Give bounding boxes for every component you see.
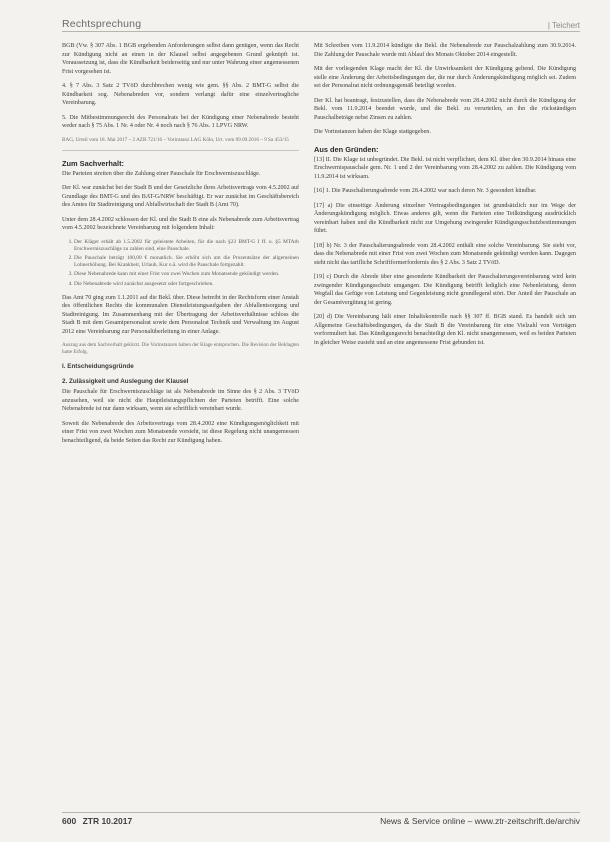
page-number: 600: [62, 816, 77, 826]
heading-reasons: I. Entscheidungsgründe: [62, 363, 134, 371]
right-paragraph-4: Die Vorinstanzen haben der Klage stattgegeben.: [314, 129, 431, 135]
grounds-paragraph-1: [13] II. Die Klage ist unbegründet. Die Bekl. ist nicht verpflichtet, dem Kl. über den 30.9.2014 hinaus eine Erschwernispauschale gem. Nr. 1 und 2 der Vereinbarung vom 28.4.2002 zu zahlen. Die Kündigung vom 11.9.2014 ist wirksam.: [314, 156, 576, 180]
intro-paragraph-3: 5. Die Mitbestimmungsrecht des Personalrats bei der Kündigung einer Nebenabrede besteht weder nach § 75 Abs. 1 Nr. 4 oder Nr. 4 noch nach § 76 Abs. 1 LPVG NRW.: [62, 114, 299, 129]
right-column: [314, 42, 576, 802]
footer-divider: [62, 812, 580, 813]
heading-facts: Zum Sachverhalt:: [62, 158, 125, 168]
intro-paragraph-1: BGB (Vw. § 307 Abs. 1 BGB ergebenden Anforderungen selbst dann genügen, wenn das Recht zur Kündigung nicht an einen in der Klausel selbst angegebenen Grund geknüpft ist. Voraussetzung ist, dass die Kündbarkeit beiderseitig und nur unter Wahrung einer angemessenen Frist vorgesehen ist.: [62, 43, 299, 75]
agreement-list: [62, 239, 299, 288]
section-title: Rechtsprechung: [62, 18, 142, 30]
right-paragraph-2: Mit der vorliegenden Klage macht der Kl. die Unwirksamkeit der Kündigung geltend. Die Kündigung stelle eine Änderung der Arbeitsbedingungen dar, die nur durch Änderungskündigung möglich sei. Zudem sei der Personalrat nicht ordnungsgemäß beteiligt worden.: [314, 66, 576, 89]
author-label: | Teichert: [547, 21, 580, 30]
journal-issue: ZTR 10.2017: [82, 816, 133, 826]
grounds-paragraph-4: [18] b) Nr. 3 der Pauschalierungsabrede vom 28.4.2002 enthält eine solche Vereinbarung. Sie sieht vor, dass die Nebenabrede mit einer Frist von zwei Wochen zum Monatsende gekündigt werden kann. Dagegen steht nicht das tarifliche Schriftformerfordernis des § 2 Abs. 3 Satz 2 TVöD.: [314, 242, 576, 266]
grounds-paragraph-5: [19] c) Durch die Abrede über eine gesonderte Kündbarkeit der Pauschalierungsvereinbarung wird kein zwingender Kündigungsschutz umgangen. Die Kündigung betrifft lediglich eine Nebenleistung, deren Wegfall das Gefüge von Leistung und Gegenleistung nicht grundlegend stört. Der Anteil der Pauschale an der Gesamtvergütung ist gering.: [314, 274, 576, 306]
page-footer: [62, 814, 580, 828]
footer-left: [62, 816, 136, 826]
subheading-reasons: 2. Zulässigkeit und Auslegung der Klausel: [62, 378, 189, 386]
facts-paragraph-4: Das Amt 70 ging zum 1.1.2011 auf die Bekl. über. Diese betreibt in der Rechtsform einer Anstalt des öffentlichen Rechts die kommunalen Dienstleistungsaufgaben der Abfallentsorgung und Stadtreinigung. Im Zusammenhang mit der Übertragung der Arbeitsverhältnisse schloss die Stadt B mit dem Gesamtpersonalrat sowie dem Personalrat Technik und Verwaltung im August 2012 eine Vereinbarung zur Personalüberleitung in einer Anlage.: [62, 294, 299, 335]
grounds-paragraph-2: [16] 1. Die Pauschalierungsabrede vom 28.4.2002 war nach deren Nr. 3 gesondert kündbar.: [314, 188, 537, 194]
heading-grounds: Aus den Gründen:: [314, 144, 379, 154]
grounds-paragraph-3: [17] a) Die einseitige Änderung einzelner Vertragsbedingungen ist grundsätzlich nur im Wege der Änderungskündigung möglich. Etwas anderes gilt, wenn die Parteien eine Teilkündigung ausdrücklich vereinbart haben und die Kündbarkeit nicht zur Umgehung zwingender Kündigungsschutzbestimmungen führt.: [314, 202, 576, 234]
grounds-paragraph-6: [20] d) Die Vereinbarung hält einer Inhaltskontrolle nach §§ 307 ff. BGB stand. Es handelt sich um Allgemeine Geschäftsbedingungen, da die Stadt B die Vereinbarung für eine Vielzahl von Verträgen vorformuliert hat. Das Kündigungsrecht benachteiligt den Kl. nicht unangemessen, weil es beiden Parteien in gleicher Weise zusteht und an eine angemessene Frist gebunden ist.: [314, 314, 576, 346]
reasons-paragraph-1: Die Pauschale für Erschwerniszuschläge ist als Nebenabrede im Sinne des § 2 Abs. 3 TVöD anzusehen, weil sie nicht die Hauptleistungspflichten der Parteien betrifft. Eine solche Nebenabrede ist nur dann wirksam, wenn sie schriftlich vereinbart wurde.: [62, 389, 299, 413]
facts-paragraph-2: Der Kl. war zunächst bei der Stadt B und der Gesetzliche ihres Arbeitsvertrags vom 4.5.2002 auf Grundlage des BMT-G und des BAT-G/NRW beschäftigt. Er war zunächst im Geschäftsbereich des Amtes für Stadtreinigung und Abfallwirtschaft der Stadt B (Amt 70).: [62, 185, 299, 208]
left-column: [62, 42, 299, 802]
header-divider: [62, 31, 580, 32]
facts-paragraph-3: Unter dem 28.4.2002 schlossen der Kl. und die Stadt B eine als Nebenabrede zum Arbeitsvertrag vom 4.5.2002 bezeichnete Vereinbarung mit folgendem Inhalt:: [62, 216, 299, 231]
intro-paragraph-2: 4. § 7 Abs. 3 Satz 2 TVöD durchbrechen wenig wie gem. §§ Abs. 2 BMT-G selbst die Kündbarkeit sog. Nebenabreden vor, sondern verlangt dafür eine einzelvertragliche Vereinbarung.: [62, 83, 299, 106]
reasons-paragraph-2: Soweit die Nebenabrede des Arbeitsvertrags vom 28.4.2002 eine Kündigungsmöglichkeit mit einer Frist von zwei Wochen zum Monatsende vorsieht, ist diese Regelung nicht unangemessen benachteiligend, da beide Seiten das Recht zur Kündigung haben.: [62, 420, 299, 444]
right-paragraph-3: Der Kl. hat beantragt, festzustellen, dass die Nebenabrede vom 28.4.2002 nicht durch die Kündigung der Bekl. vom 11.9.2014 beendet wurde, und die Bekl. zu verurteilen, an ihn die rückständigen Pauschalbeträge nebst Zinsen zu zahlen.: [314, 97, 576, 121]
footer-link[interactable]: News & Service online – www.ztr-zeitschrift.de/archiv: [380, 816, 580, 826]
list-item: 1. Der Kläger erhält ab 1.5.2002 für geleistete Arbeiten, für die nach §23 BMT-G I ff. u. §5 MTArb Erschwerniszuschläge zu zahlen sind, eine Pauschale.: [74, 239, 299, 253]
divider: [62, 150, 299, 151]
list-item: 3. Diese Nebenabrede kann mit einer Frist von zwei Wochen zum Monatsende gekündigt werden.: [74, 271, 299, 278]
list-item: 2. Die Pauschale beträgt 100,00 € monatlich. Sie erhöht sich um die Prozentsätze der allgemeinen Lohnerhöhung. Bei Krankheit, Urlaub, Kur o.ä. wird die Pauschale fortgezahlt.: [74, 255, 299, 269]
facts-paragraph-1: Die Parteien streiten über die Zahlung einer Pauschale für Erschwerniszuschläge.: [62, 170, 261, 177]
list-item: 4. Die Nebenabrede wird zunächst ausgesetzt oder fortgeschrieben.: [74, 281, 299, 288]
right-paragraph-1: Mit Schreiben vom 11.9.2014 kündigte die Bekl. die Nebenabrede zur Pauschalzahlung zum 30.9.2014. Die Zahlung der Pauschale wurde mit Ablauf des Monats Oktober 2014 eingestellt.: [314, 43, 576, 58]
citation: BAG, Urteil vom 18. Mai 2017 – 2 AZR 721/16 – Vorinstanz LAG Köln, Urt. vom 09.09.2016 – 9 Sa 453/15: [62, 136, 289, 143]
page-header: [62, 12, 580, 30]
editorial-note: Auszug aus dem Sachverhalt gekürzt. Die Vorinstanzen haben der Klage entsprochen. Die Revision der Beklagten hatte Erfolg.: [62, 342, 299, 356]
